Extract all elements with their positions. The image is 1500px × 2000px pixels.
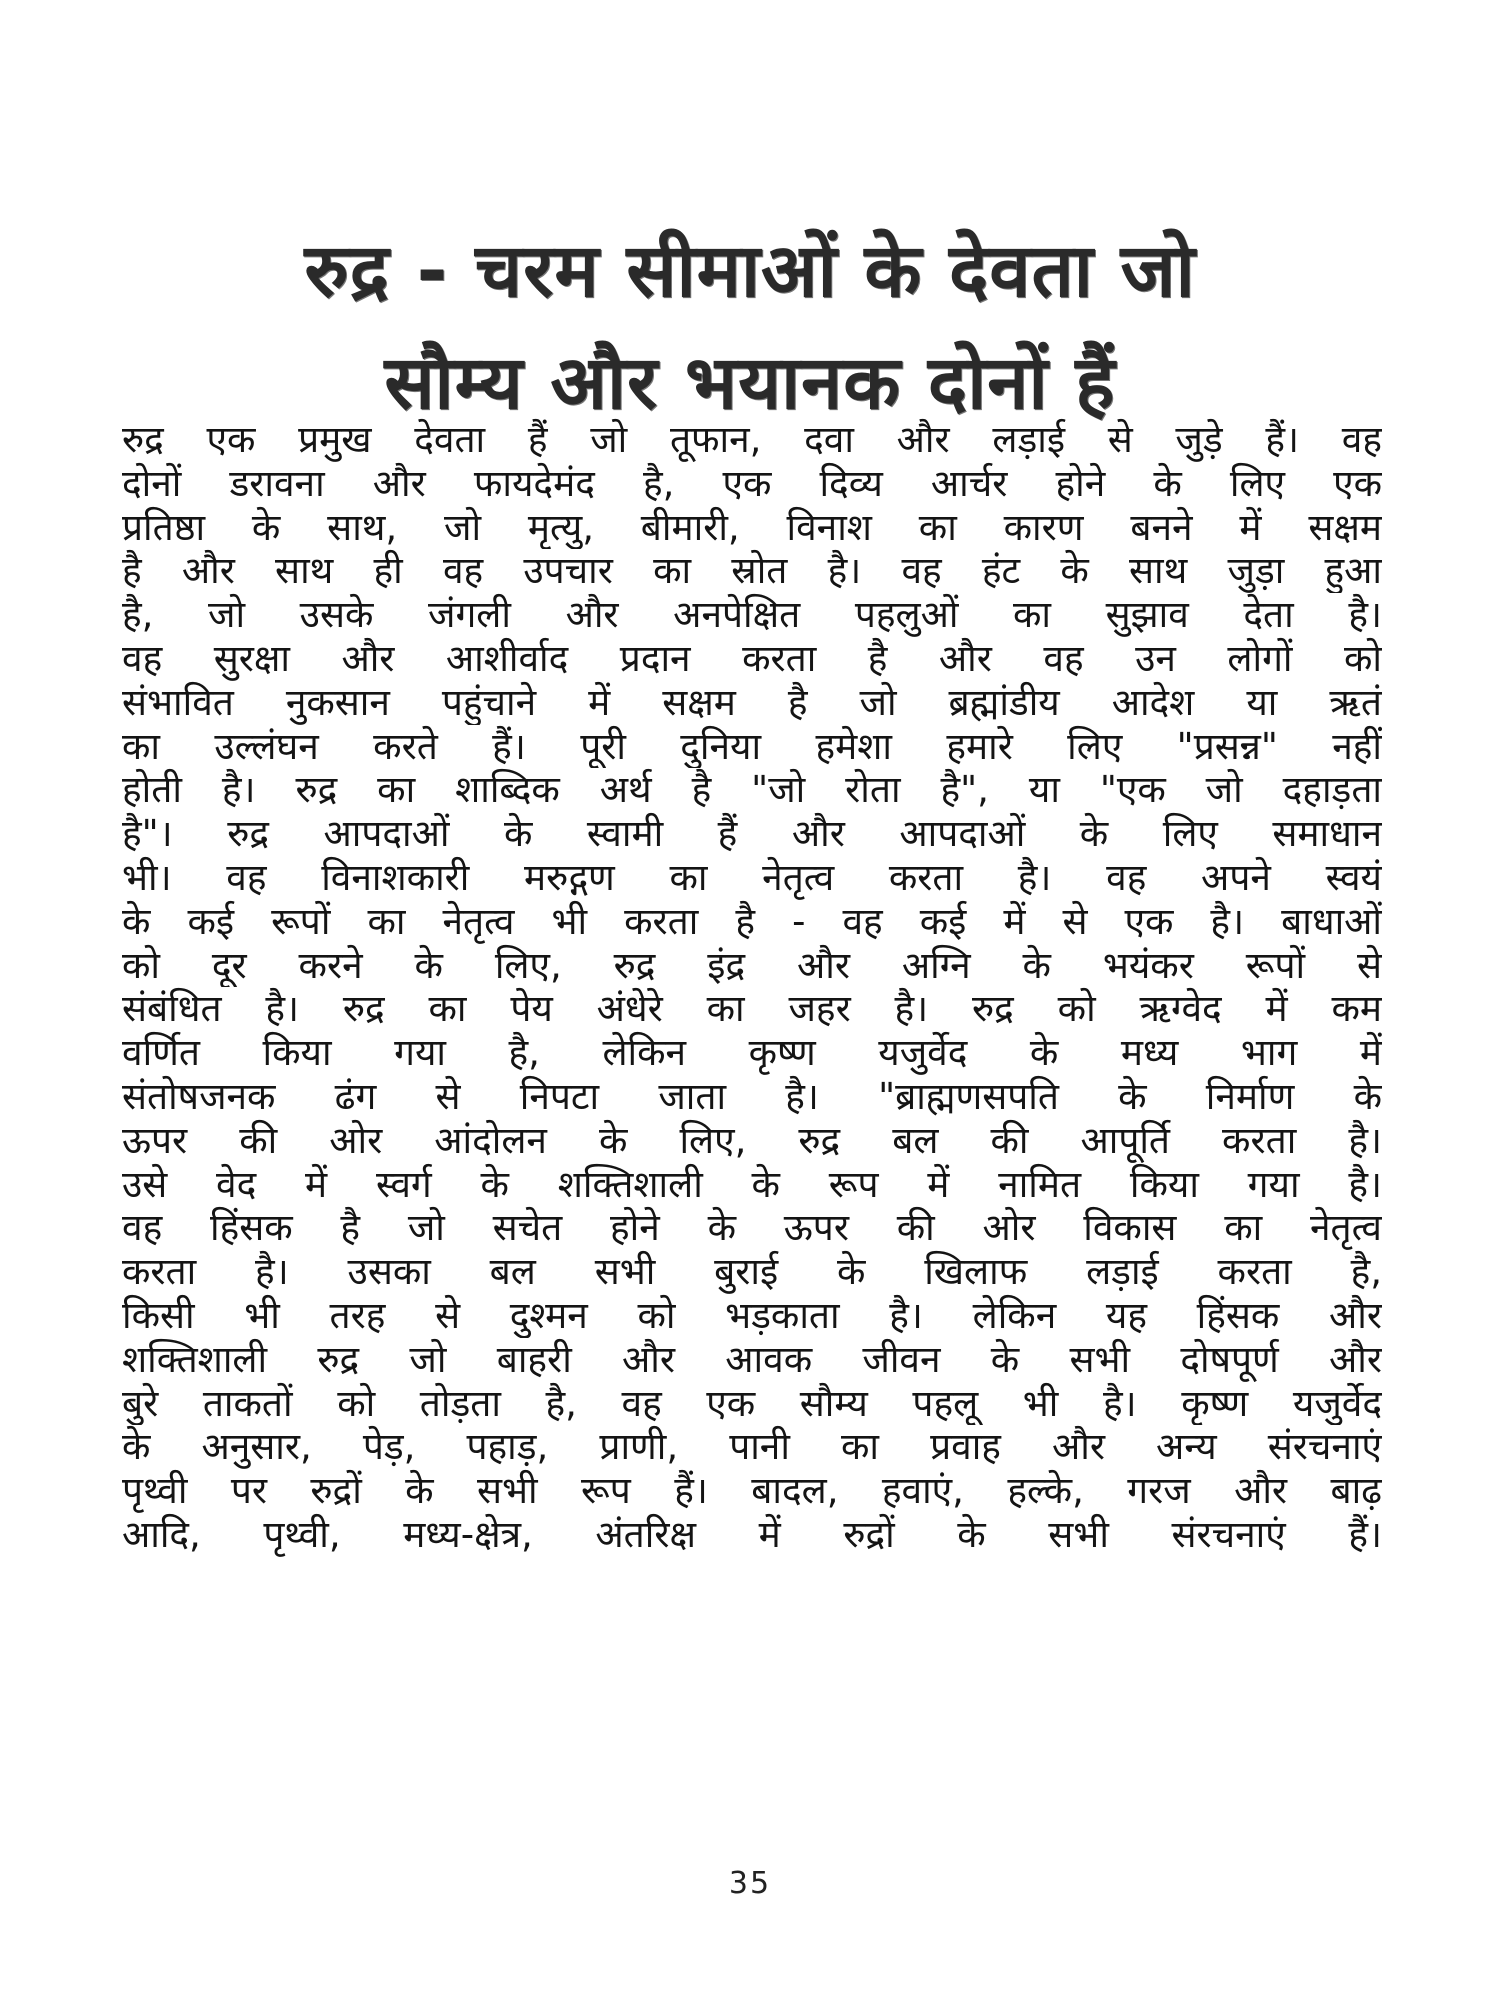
body-line: है"। रुद्र आपदाओं के स्वामी हैं और आपदाओं के लिए समाधान — [122, 812, 1382, 856]
title-line-2: सौम्य और भयानक दोनों हैं — [384, 339, 1116, 426]
body-line: पृथ्वी पर रुद्रों के सभी रूप हैं। बादल, हवाएं, हल्के, गरज और बाढ़ — [122, 1469, 1382, 1513]
body-line: करता है। उसका बल सभी बुराई के खिलाफ लड़ाई करता है, — [122, 1250, 1382, 1294]
body-paragraph — [122, 418, 1382, 1557]
body-line: दोनों डरावना और फायदेमंद है, एक दिव्य आर्चर होने के लिए एक — [122, 461, 1382, 505]
body-line: है, जो उसके जंगली और अनपेक्षित पहलुओं का सुझाव देता है। — [122, 593, 1382, 637]
body-line: संतोषजनक ढंग से निपटा जाता है। "ब्राह्मणसपति के निर्माण के — [122, 1074, 1382, 1118]
body-line: होती है। रुद्र का शाब्दिक अर्थ है "जो रोता है", या "एक जो दहाड़ता — [122, 768, 1382, 812]
body-line: किसी भी तरह से दुश्मन को भड़काता है। लेकिन यह हिंसक और — [122, 1293, 1382, 1337]
title-line-1: रुद्र - चरम सीमाओं के देवता जो — [304, 227, 1196, 314]
body-line: उसे वेद में स्वर्ग के शक्तिशाली के रूप में नामित किया गया है। — [122, 1162, 1382, 1206]
body-line: के अनुसार, पेड़, पहाड़, प्राणी, पानी का प्रवाह और अन्य संरचनाएं — [122, 1425, 1382, 1469]
page-number: 35 — [728, 1866, 772, 1901]
body-line: रुद्र एक प्रमुख देवता हैं जो तूफान, दवा और लड़ाई से जुड़े हैं। वह — [122, 418, 1382, 461]
body-line: को दूर करने के लिए, रुद्र इंद्र और अग्नि के भयंकर रूपों से — [122, 943, 1382, 987]
body-line: शक्तिशाली रुद्र जो बाहरी और आवक जीवन के सभी दोषपूर्ण और — [122, 1337, 1382, 1381]
body-line: संबंधित है। रुद्र का पेय अंधेरे का जहर है। रुद्र को ऋग्वेद में कम — [122, 987, 1382, 1031]
body-line: संभावित नुकसान पहुंचाने में सक्षम है जो ब्रह्मांडीय आदेश या ऋतं — [122, 680, 1382, 724]
body-line: भी। वह विनाशकारी मरुद्गण का नेतृत्व करता है। वह अपने स्वयं — [122, 855, 1382, 899]
page-title — [150, 215, 1350, 439]
body-line: आदि, पृथ्वी, मध्य-क्षेत्र, अंतरिक्ष में रुद्रों के सभी संरचनाएं हैं। — [122, 1512, 1382, 1556]
body-line: प्रतिष्ठा के साथ, जो मृत्यु, बीमारी, विनाश का कारण बनने में सक्षम — [122, 505, 1382, 549]
body-line: ऊपर की ओर आंदोलन के लिए, रुद्र बल की आपूर्ति करता है। — [122, 1118, 1382, 1162]
body-line: का उल्लंघन करते हैं। पूरी दुनिया हमेशा हमारे लिए "प्रसन्न" नहीं — [122, 724, 1382, 768]
body-line: बुरे ताकतों को तोड़ता है, वह एक सौम्य पहलू भी है। कृष्ण यजुर्वेद — [122, 1381, 1382, 1425]
body-line: वर्णित किया गया है, लेकिन कृष्ण यजुर्वेद के मध्य भाग में — [122, 1031, 1382, 1075]
body-line: के कई रूपों का नेतृत्व भी करता है - वह कई में से एक है। बाधाओं — [122, 899, 1382, 943]
body-line: है और साथ ही वह उपचार का स्रोत है। वह हंट के साथ जुड़ा हुआ — [122, 549, 1382, 593]
body-line: वह हिंसक है जो सचेत होने के ऊपर की ओर विकास का नेतृत्व — [122, 1206, 1382, 1250]
body-line: वह सुरक्षा और आशीर्वाद प्रदान करता है और वह उन लोगों को — [122, 636, 1382, 680]
